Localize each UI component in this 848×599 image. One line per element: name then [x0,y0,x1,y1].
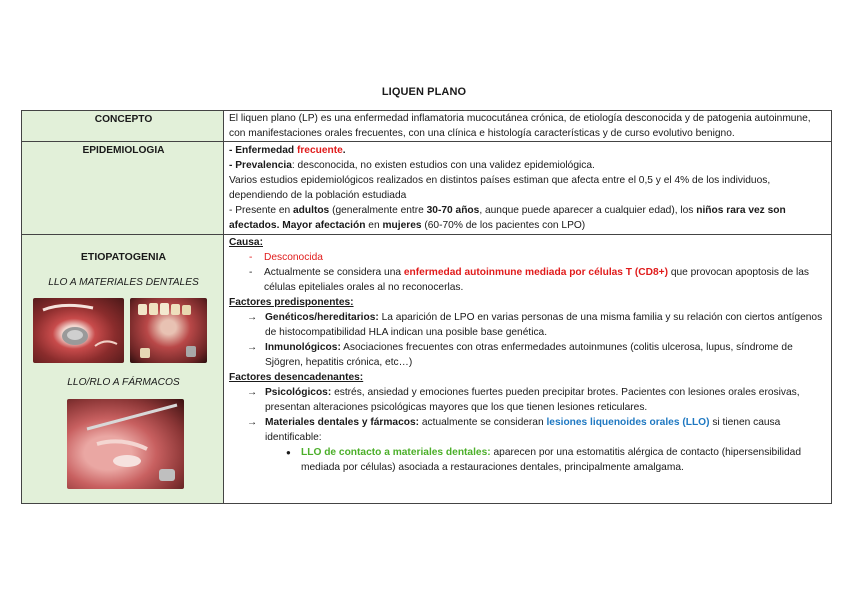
etiopatogenia-text [224,235,832,504]
predisponentes-list [229,310,828,370]
caption-farmacos: LLO/RLO A FÁRMACOS [67,377,180,388]
label-concepto: CONCEPTO [22,111,224,142]
causa-desconocida: - Desconocida [249,250,828,265]
photo-oral-lesion-amalgam [33,298,124,363]
photo-oral-lesion-restorations [130,298,207,363]
pred-inmunologicos: → Inmunológicos: Asociaciones frecuentes con otras enfermedades autoinmunes (colitis ulcerosa, lupus, síndrome de Sjögren, hepatitis crónica, etc…) [247,340,828,370]
sub-contacto: ● LLO de contacto a materiales dentales: aparecen por una estomatitis alérgica de contacto (hipersensibilidad mediada por células) asociada a restauraciones dentales, principalmente amalgama. [284,445,828,475]
epi-line-edad: - Presente en adultos (generalmente entre 30-70 años, aunque puede aparecer a cualquier edad), los niños rara vez son afectados. Mayor afectación en mujeres (60-70% de los pacientes con LPO) [229,205,786,231]
desencadenantes-list [229,385,828,475]
row-epidemiologia [22,142,832,235]
epidemiologia-text [224,142,832,235]
pred-geneticos: → Genéticos/hereditarios: La aparición de LPO en varias personas de una misma familia y su relación con ciertos antígenos de histocompatibilidad HLA indican una posible base genética. [247,310,828,340]
des-materiales: → Materiales dentales y fármacos: actualmente se consideran lesiones liquenoides orales (LLO) si tienen causa identificable: ● LLO de contacto a materiales dentales: aparecen por una estomatitis alérgica de contacto (hipersensibilidad mediada por células) asociada a restauraciones dentales, principalmente amalgama. [247,415,828,475]
epi-line-estudios: Varios estudios epidemiológicos realizados en distintos países estiman que afecta entre el 0,5 y el 4% de los individuos, dependiendo de la población estudiada [229,175,771,201]
causa-heading: Causa: [229,237,263,248]
caption-materiales-dentales: LLO A MATERIALES DENTALES [48,277,199,288]
concepto-text: El liquen plano (LP) es una enfermedad inflamatoria mucocutánea crónica, de etiología desconocida y de patogenia autoinmune, con manifestaciones orales frecuentes, con una clínica e histología características y de curso evolutivo benigno. [224,111,832,142]
photo-oral-lesion-drug [67,399,184,489]
row-concepto [22,111,832,142]
info-table [21,110,832,504]
document-title: LIQUEN PLANO [381,86,467,98]
causa-list [229,250,828,295]
epi-line-prevalencia: - Prevalencia: desconocida, no existen estudios con una validez epidemiológica. [229,160,595,171]
des-psicologicos: → Psicológicos: estrés, ansiedad y emociones fuertes pueden precipitar brotes. Pacientes con lesiones orales erosivas, presentan alteraciones psicológicas mayores que los que tienen lesiones reticulares. [247,385,828,415]
label-epidemiologia: EPIDEMIOLOGIA [22,142,224,235]
epi-line-frecuente: - Enfermedad frecuente. [229,145,346,156]
row-etiopatogenia [22,235,832,504]
label-etiopatogenia-cell [22,235,224,504]
label-etiopatogenia: ETIOPATOGENIA [80,251,167,263]
causa-autoinmune: - Actualmente se considera una enfermedad autoinmune mediada por células T (CD8+) que provocan apoptosis de las células epiteliales orales al no reconocerlas. [249,265,828,295]
predisponentes-heading: Factores predisponentes: [229,297,354,308]
desencadenantes-heading: Factores desencadenantes: [229,372,364,383]
materiales-sublist [265,445,828,475]
